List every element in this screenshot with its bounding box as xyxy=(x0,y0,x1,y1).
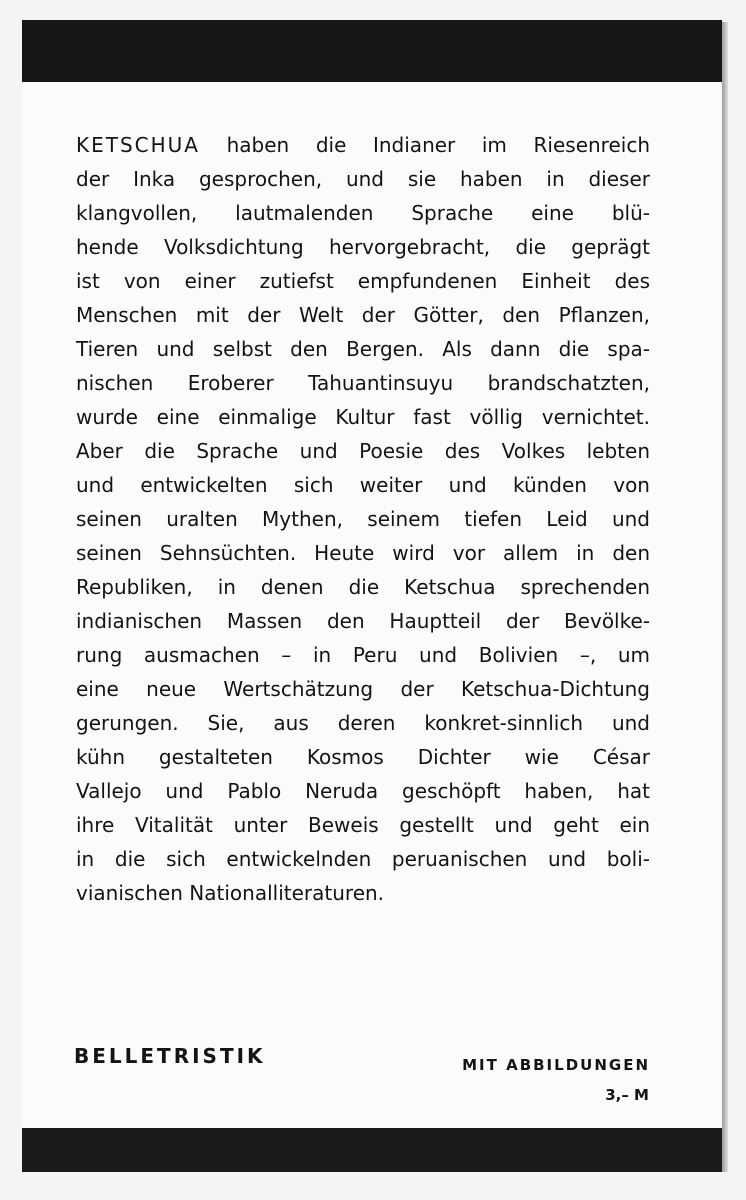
blurb-text xyxy=(76,128,650,910)
blurb-line: wurde eine einmalige Kultur fast völlig vernichtet. xyxy=(76,405,650,429)
price-label: 3,– M xyxy=(605,1086,649,1104)
blurb-line: hende Volksdichtung hervorgebracht, die geprägt xyxy=(76,235,650,259)
lead-word: KETSCHUA xyxy=(76,133,200,157)
top-dark-band xyxy=(22,20,722,82)
blurb-line: der Inka gesprochen, und sie haben in dieser xyxy=(76,167,650,191)
blurb-line: seinen uralten Mythen, seinem tiefen Leid und xyxy=(76,507,650,531)
blurb-line: eine neue Wertschätzung der Ketschua-Dichtung xyxy=(76,677,650,701)
bottom-dark-band xyxy=(22,1128,722,1172)
blurb-line: vianischen Nationalliteraturen. xyxy=(76,881,385,905)
blurb-line: ist von einer zutiefst empfundenen Einheit des xyxy=(76,269,650,293)
blurb-line: Tieren und selbst den Bergen. Als dann die spa- xyxy=(76,337,650,361)
blurb-line: rung ausmachen – in Peru und Bolivien –, um xyxy=(76,643,650,667)
blurb-line: KETSCHUA haben die Indianer im Riesenreich xyxy=(76,133,650,157)
genre-label: BELLETRISTIK xyxy=(74,1044,266,1068)
illustrations-note: MIT ABBILDUNGEN xyxy=(462,1056,650,1074)
blurb-line: in die sich entwickelnden peruanischen und boli- xyxy=(76,847,650,871)
blurb-line: nischen Eroberer Tahuantinsuyu brandschatzten, xyxy=(76,371,650,395)
blurb-line: seinen Sehnsüchten. Heute wird vor allem in den xyxy=(76,541,650,565)
right-edge-shadow xyxy=(722,22,728,1172)
blurb-line: Vallejo und Pablo Neruda geschöpft haben, hat xyxy=(76,779,650,803)
blurb-line: und entwickelten sich weiter und künden von xyxy=(76,473,650,497)
blurb-line: ihre Vitalität unter Beweis gestellt und geht ein xyxy=(76,813,650,837)
blurb-line: kühn gestalteten Kosmos Dichter wie César xyxy=(76,745,650,769)
blurb-line: indianischen Massen den Hauptteil der Bevölke- xyxy=(76,609,650,633)
blurb-line: Republiken, in denen die Ketschua sprechenden xyxy=(76,575,650,599)
blurb-line: Aber die Sprache und Poesie des Volkes lebten xyxy=(76,439,650,463)
blurb-line: Menschen mit der Welt der Götter, den Pflanzen, xyxy=(76,303,650,327)
blurb-line: klangvollen, lautmalenden Sprache eine blü- xyxy=(76,201,650,225)
blurb-line: gerungen. Sie, aus deren konkret-sinnlich und xyxy=(76,711,650,735)
